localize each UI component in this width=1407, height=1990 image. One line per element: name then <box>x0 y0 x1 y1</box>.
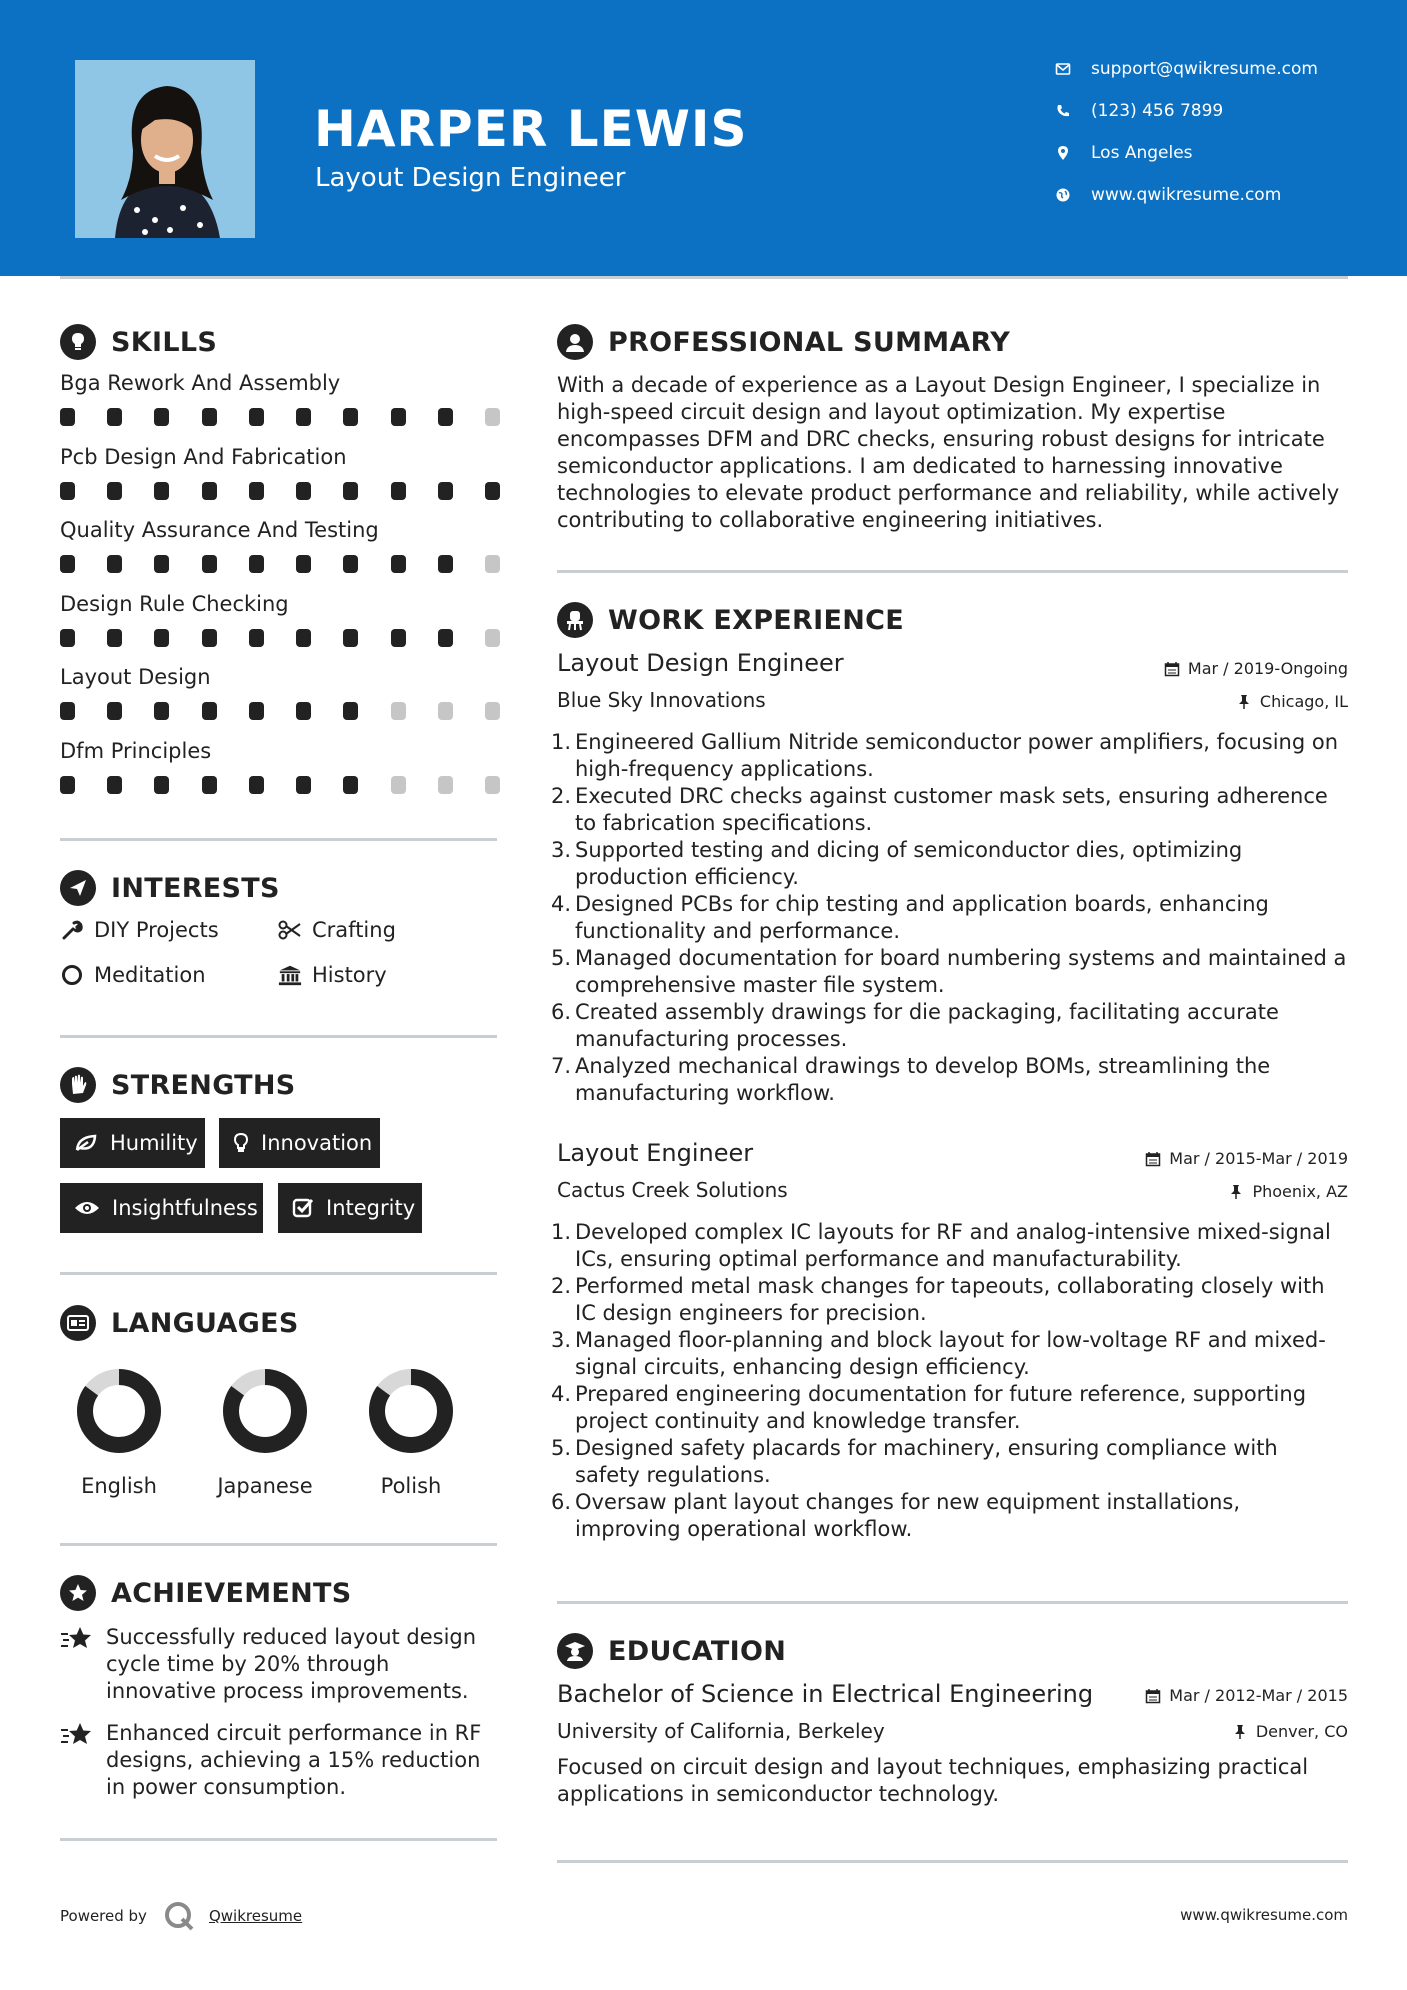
calendar-icon <box>1145 1151 1161 1167</box>
rating-dot-filled <box>60 776 75 794</box>
rating-dot-filled <box>296 776 311 794</box>
hand-icon <box>60 1067 96 1103</box>
languages-divider <box>60 1543 497 1546</box>
rating-dot-filled <box>107 482 122 500</box>
contact-location <box>1055 143 1385 163</box>
rating-dot-filled <box>249 629 264 647</box>
experience-title: WORK EXPERIENCE <box>608 604 904 636</box>
skill-name: Layout Design <box>60 665 211 689</box>
graduate-icon <box>557 1633 593 1669</box>
skills-heading <box>60 324 217 360</box>
list-number: 3. <box>551 838 572 862</box>
rating-dot-filled <box>202 776 217 794</box>
calendar-icon <box>1145 1688 1161 1704</box>
summary-heading <box>557 324 1010 360</box>
job-title-1: Layout Design Engineer <box>557 649 844 677</box>
responsibility-text: Analyzed mechanical drawings to develop BOMs, streamlining the manufacturing workflow. <box>575 1054 1271 1105</box>
rating-dot-filled <box>343 408 358 426</box>
rating-dot-filled <box>438 629 453 647</box>
interests-heading <box>60 870 280 906</box>
responsibility-text: Performed metal mask changes for tapeouts, collaborating closely with IC design engineers for precision. <box>575 1274 1325 1325</box>
strength-label: Integrity <box>326 1196 416 1220</box>
qwikresume-logo-icon <box>163 1900 195 1932</box>
powered-by-text: Powered by <box>60 1907 147 1925</box>
contact-email-text: support@qwikresume.com <box>1091 59 1318 79</box>
contact-location-text: Los Angeles <box>1091 143 1193 163</box>
education-location <box>1232 1722 1348 1741</box>
phone-icon <box>1055 103 1071 119</box>
rating-dot-filled <box>202 629 217 647</box>
list-number: 5. <box>551 946 572 970</box>
skill-name: Quality Assurance And Testing <box>60 518 379 542</box>
list-number: 4. <box>551 892 572 916</box>
interests-divider <box>60 1035 497 1038</box>
achievements-divider <box>60 1838 497 1841</box>
rating-dot-filled <box>60 408 75 426</box>
user-icon <box>557 324 593 360</box>
strength-tag-integrity <box>278 1183 422 1233</box>
strength-label: Innovation <box>261 1131 373 1155</box>
rating-dot-filled <box>154 702 169 720</box>
rating-dot-filled <box>249 555 264 573</box>
rating-dot-filled <box>202 702 217 720</box>
rating-dot-filled <box>107 776 122 794</box>
job-location-text: Chicago, IL <box>1259 692 1348 711</box>
rating-dot-empty <box>485 629 500 647</box>
rating-dot-filled <box>202 482 217 500</box>
header-divider <box>60 276 1348 279</box>
rating-dot-filled <box>154 776 169 794</box>
list-number: 3. <box>551 1328 572 1352</box>
responsibility-item <box>551 891 1347 945</box>
responsibility-text: Oversaw plant layout changes for new equipment installations, improving operational workflow. <box>575 1490 1241 1541</box>
responsibility-item <box>551 945 1347 999</box>
skills-title: SKILLS <box>111 326 218 358</box>
star-icon <box>60 1720 94 1750</box>
contact-website[interactable] <box>1055 185 1385 205</box>
list-number: 2. <box>551 784 572 808</box>
language-proficiency-ring <box>76 1368 162 1454</box>
scissors-icon <box>278 918 302 942</box>
skill-rating <box>60 482 500 500</box>
skill-rating <box>60 629 500 647</box>
contact-email[interactable] <box>1055 59 1385 79</box>
skill-rating <box>60 555 500 573</box>
responsibility-item <box>551 1489 1347 1543</box>
job-title-2: Layout Engineer <box>557 1139 754 1167</box>
list-number: 7. <box>551 1054 572 1078</box>
summary-text: With a decade of experience as a Layout Design Engineer, I specialize in high-speed circuit design and layout optimization. My expertise encompasses DFM and DRC checks, ensuring robust designs for intricate semiconductor applications. I am dedicated to harnessing innovative technologies to elevate product performance and reliability, while actively contributing to collaborative engineering initiatives. <box>557 373 1340 532</box>
pushpin-icon <box>1236 694 1252 710</box>
rating-dot-filled <box>391 555 406 573</box>
eye-icon <box>74 1197 100 1219</box>
job-location-2 <box>1228 1182 1348 1201</box>
responsibility-item <box>551 1219 1347 1273</box>
interest-history <box>278 963 387 987</box>
skill-rating <box>60 408 500 426</box>
responsibility-text: Developed complex IC layouts for RF and analog-intensive mixed-signal ICs, ensuring optimal performance and manufacturability. <box>575 1220 1331 1271</box>
rating-dot-filled <box>296 629 311 647</box>
skill-rating <box>60 702 500 720</box>
responsibility-text: Managed floor-planning and block layout for low-voltage RF and mixed-signal circuits, enhancing design efficiency. <box>575 1328 1326 1379</box>
star-badge-icon <box>60 1575 96 1611</box>
strength-label: Humility <box>110 1131 198 1155</box>
rating-dot-filled <box>343 629 358 647</box>
achievements-title: ACHIEVEMENTS <box>111 1577 352 1609</box>
list-number: 1. <box>551 730 572 754</box>
rating-dot-filled <box>249 702 264 720</box>
responsibility-item <box>551 1053 1347 1107</box>
interest-crafting <box>278 918 396 942</box>
candidate-name: HARPER LEWIS <box>314 100 748 158</box>
language-proficiency-ring <box>368 1368 454 1454</box>
company-1: Blue Sky Innovations <box>557 688 766 712</box>
responsibility-item <box>551 999 1347 1053</box>
globe-icon <box>1055 187 1071 203</box>
interests-title: INTERESTS <box>111 872 280 904</box>
job-2-responsibilities <box>551 1219 1347 1543</box>
wrench-icon <box>60 918 84 942</box>
rating-dot-filled <box>391 482 406 500</box>
responsibility-item <box>551 1327 1347 1381</box>
strength-label: Insightfulness <box>112 1196 258 1220</box>
responsibility-item <box>551 1381 1347 1435</box>
qwikresume-link[interactable]: Qwikresume <box>208 1907 303 1925</box>
responsibility-text: Created assembly drawings for die packaging, facilitating accurate manufacturing processes. <box>575 1000 1279 1051</box>
achievement-item-1 <box>60 1624 500 1705</box>
footer-powered-by <box>60 1900 302 1932</box>
profile-photo <box>75 60 255 238</box>
education-location-text: Denver, CO <box>1255 1722 1348 1741</box>
rating-dot-filled <box>343 482 358 500</box>
rating-dot-filled <box>296 482 311 500</box>
pushpin-icon <box>1228 1184 1244 1200</box>
interest-diy-projects <box>60 918 219 942</box>
responsibility-text: Prepared engineering documentation for future reference, supporting project continuity and knowledge transfer. <box>575 1382 1307 1433</box>
rating-dot-filled <box>296 702 311 720</box>
education-title: EDUCATION <box>608 1635 787 1667</box>
job-location-1 <box>1236 692 1348 711</box>
interest-label: History <box>312 963 387 987</box>
list-number: 6. <box>551 1000 572 1024</box>
strength-tag-humility <box>60 1118 205 1168</box>
achievement-text: Successfully reduced layout design cycle time by 20% through innovative process improvements. <box>106 1625 477 1703</box>
responsibility-text: Designed safety placards for machinery, ensuring compliance with safety regulations. <box>575 1436 1278 1487</box>
skill-name: Dfm Principles <box>60 738 212 763</box>
rating-dot-filled <box>296 555 311 573</box>
language-proficiency-ring <box>222 1368 308 1454</box>
languages-heading <box>60 1305 299 1341</box>
skill-name: Pcb Design And Fabrication <box>60 444 347 469</box>
skill-name: Bga Rework And Assembly <box>60 371 341 395</box>
rating-dot-filled <box>249 408 264 426</box>
list-number: 4. <box>551 1382 572 1406</box>
list-number: 1. <box>551 1220 572 1244</box>
education-heading <box>557 1633 786 1669</box>
education-divider <box>557 1860 1348 1863</box>
school-name: University of California, Berkeley <box>557 1719 885 1743</box>
language-name: Polish <box>380 1474 442 1498</box>
rating-dot-empty <box>485 408 500 426</box>
contact-phone-text: (123) 456 7899 <box>1091 101 1224 121</box>
strengths-divider <box>60 1272 497 1275</box>
achievement-item-2 <box>60 1720 500 1801</box>
rating-dot-filled <box>343 702 358 720</box>
leaf-icon <box>74 1132 98 1154</box>
interest-label: DIY Projects <box>94 918 219 942</box>
rating-dot-filled <box>154 482 169 500</box>
star-icon <box>60 1624 94 1654</box>
rating-dot-filled <box>107 702 122 720</box>
education-description: Focused on circuit design and layout techniques, emphasizing practical applications in semiconductor technology. <box>557 1755 1309 1806</box>
rating-dot-filled <box>249 482 264 500</box>
calendar-icon <box>1164 661 1180 677</box>
chair-icon <box>557 602 593 638</box>
circle-icon <box>60 963 84 987</box>
rating-dot-filled <box>60 702 75 720</box>
strengths-heading <box>60 1067 296 1103</box>
list-number: 5. <box>551 1436 572 1460</box>
interest-label: Crafting <box>312 918 396 942</box>
rating-dot-filled <box>202 408 217 426</box>
skill-rating <box>60 776 500 794</box>
job-dates-text: Mar / 2015-Mar / 2019 <box>1169 1149 1348 1168</box>
interest-meditation <box>60 963 206 987</box>
summary-title: PROFESSIONAL SUMMARY <box>608 326 1011 358</box>
skills-divider <box>60 838 497 841</box>
rating-dot-filled <box>485 482 500 500</box>
lightbulb-icon <box>60 324 96 360</box>
rating-dot-empty <box>485 555 500 573</box>
resume-header <box>0 0 1407 276</box>
responsibility-item <box>551 837 1347 891</box>
experience-heading <box>557 602 904 638</box>
language-name: English <box>81 1474 157 1498</box>
job-location-text: Phoenix, AZ <box>1252 1182 1348 1201</box>
rating-dot-filled <box>107 555 122 573</box>
rating-dot-filled <box>107 408 122 426</box>
job-dates-2 <box>1145 1149 1348 1168</box>
rating-dot-filled <box>249 776 264 794</box>
language-item <box>351 1368 471 1498</box>
experience-divider <box>557 1601 1348 1604</box>
check-square-icon <box>292 1197 314 1219</box>
lightbulb-icon <box>233 1132 249 1154</box>
list-number: 6. <box>551 1490 572 1514</box>
rating-dot-filled <box>438 555 453 573</box>
strength-tag-innovation <box>219 1118 380 1168</box>
rating-dot-empty <box>485 776 500 794</box>
strengths-title: STRENGTHS <box>111 1069 296 1101</box>
responsibility-text: Designed PCBs for chip testing and application boards, enhancing functionality and performance. <box>575 892 1269 943</box>
job-1-responsibilities <box>551 729 1347 1107</box>
job-dates-1 <box>1164 659 1348 678</box>
rating-dot-filled <box>107 629 122 647</box>
languages-title: LANGUAGES <box>111 1307 299 1339</box>
rating-dot-filled <box>154 555 169 573</box>
strength-tag-insightfulness <box>60 1183 263 1233</box>
pushpin-icon <box>1232 1724 1248 1740</box>
rating-dot-empty <box>438 776 453 794</box>
list-number: 2. <box>551 1274 572 1298</box>
language-item <box>59 1368 179 1498</box>
responsibility-item <box>551 729 1347 783</box>
rating-dot-filled <box>438 408 453 426</box>
envelope-icon <box>1055 61 1071 77</box>
contact-phone[interactable] <box>1055 101 1385 121</box>
rating-dot-empty <box>485 702 500 720</box>
language-item <box>205 1368 325 1498</box>
responsibility-text: Executed DRC checks against customer mask sets, ensuring adherence to fabrication specifications. <box>575 784 1328 835</box>
education-dates-text: Mar / 2012-Mar / 2015 <box>1169 1686 1348 1705</box>
education-dates <box>1145 1686 1348 1705</box>
map-pin-icon <box>1055 145 1071 161</box>
rating-dot-filled <box>60 482 75 500</box>
rating-dot-filled <box>154 629 169 647</box>
language-name: Japanese <box>217 1474 313 1498</box>
rating-dot-empty <box>391 702 406 720</box>
paper-plane-icon <box>60 870 96 906</box>
rating-dot-empty <box>391 776 406 794</box>
rating-dot-filled <box>343 555 358 573</box>
responsibility-item <box>551 1435 1347 1489</box>
degree-title: Bachelor of Science in Electrical Engineering <box>557 1680 1094 1708</box>
responsibility-item <box>551 1273 1347 1327</box>
rating-dot-filled <box>154 408 169 426</box>
rating-dot-filled <box>438 482 453 500</box>
responsibility-item <box>551 783 1347 837</box>
responsibility-text: Engineered Gallium Nitride semiconductor power amplifiers, focusing on high-frequency applications. <box>575 730 1339 781</box>
interest-label: Meditation <box>94 963 206 987</box>
candidate-title: Layout Design Engineer <box>315 163 626 193</box>
bank-icon <box>278 963 302 987</box>
rating-dot-filled <box>296 408 311 426</box>
company-2: Cactus Creek Solutions <box>557 1178 788 1202</box>
achievements-heading <box>60 1575 352 1611</box>
footer-website[interactable]: www.qwikresume.com <box>1180 1906 1348 1924</box>
skill-name: Design Rule Checking <box>60 591 289 616</box>
achievement-text: Enhanced circuit performance in RF designs, achieving a 15% reduction in power consumption. <box>106 1721 482 1799</box>
summary-divider <box>557 570 1348 573</box>
job-dates-text: Mar / 2019-Ongoing <box>1187 659 1348 678</box>
rating-dot-filled <box>60 555 75 573</box>
contact-website-text: www.qwikresume.com <box>1091 185 1282 205</box>
rating-dot-empty <box>438 702 453 720</box>
rating-dot-filled <box>391 408 406 426</box>
rating-dot-filled <box>343 776 358 794</box>
id-card-icon <box>60 1305 96 1341</box>
rating-dot-filled <box>60 629 75 647</box>
rating-dot-filled <box>391 629 406 647</box>
responsibility-text: Managed documentation for board numbering systems and maintained a comprehensive master file system. <box>575 946 1347 997</box>
responsibility-text: Supported testing and dicing of semiconductor dies, optimizing production efficiency. <box>575 838 1243 889</box>
rating-dot-filled <box>202 555 217 573</box>
